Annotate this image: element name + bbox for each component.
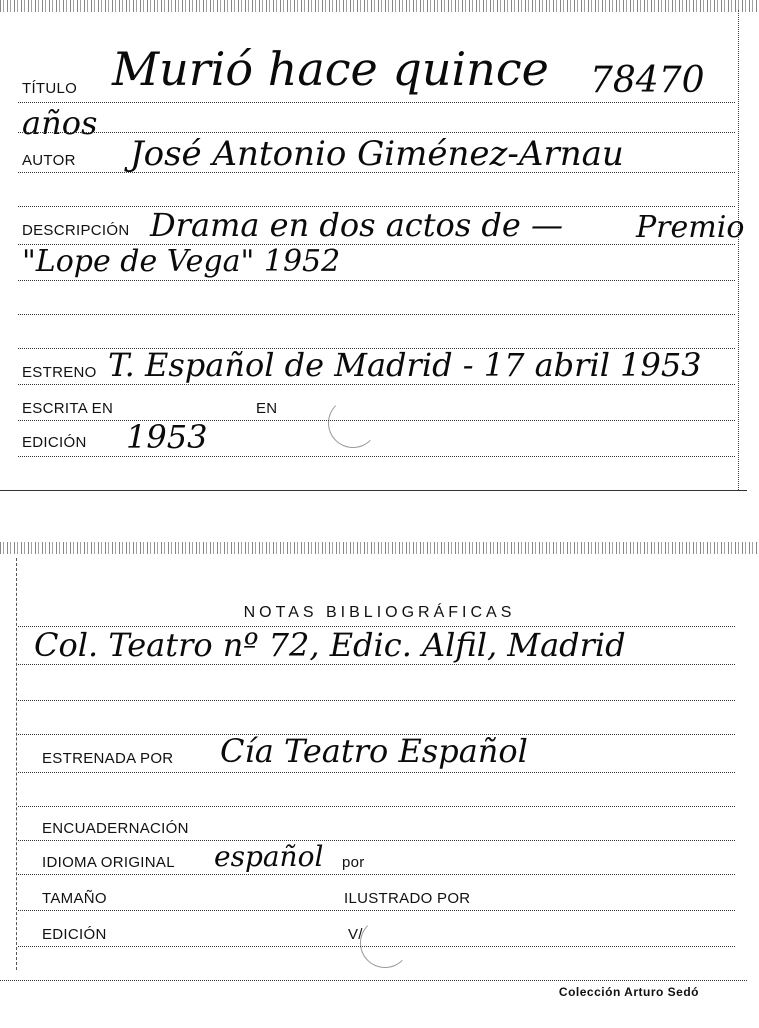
edicion-label: EDICIÓN [42, 926, 107, 943]
rule [18, 806, 735, 807]
rule [18, 946, 735, 947]
rule [18, 280, 735, 281]
edicion-label: EDICIÓN [22, 434, 87, 451]
collection-credit: Colección Arturo Sedó [558, 985, 699, 999]
rule [18, 772, 735, 773]
card-top-edge [0, 542, 759, 554]
titulo-cont: años [22, 104, 98, 142]
ilustrado-label: ILUSTRADO POR [344, 890, 471, 907]
rule [18, 132, 735, 133]
ref-number: 78470 [590, 60, 705, 101]
catalog-card-back [0, 540, 759, 999]
descripcion-premio: Premio [636, 210, 745, 245]
notas-value: Col. Teatro nº 72, Edic. Alfil, Madrid [34, 626, 626, 664]
descripcion-cont: "Lope de Vega" 1952 [22, 244, 341, 279]
rule [18, 172, 735, 173]
estrenada-label: ESTRENADA POR [42, 750, 174, 767]
rule [18, 314, 735, 315]
idioma-value: español [214, 840, 324, 873]
rule [18, 102, 735, 103]
rule [18, 840, 735, 841]
notas-heading: NOTAS BIBLIOGRÁFICAS [243, 604, 516, 621]
punch-hole [328, 398, 378, 448]
tamano-label: TAMAÑO [42, 890, 107, 907]
descripcion-label: DESCRIPCIÓN [22, 222, 130, 239]
rule [18, 456, 735, 457]
descripcion-value: Drama en dos actos de — [150, 206, 563, 244]
idioma-label: IDIOMA ORIGINAL [42, 854, 175, 871]
encuadernacion-label: ENCUADERNACIÓN [42, 820, 189, 837]
autor-label: AUTOR [22, 152, 76, 169]
v-label: V/ [348, 926, 363, 943]
estreno-value: T. Español de Madrid - 17 abril 1953 [108, 346, 702, 384]
edicion-value: 1953 [126, 418, 208, 456]
rule [18, 910, 735, 911]
titulo-label: TÍTULO [22, 80, 78, 97]
autor-value: José Antonio Giménez-Arnau [130, 134, 624, 174]
rule [0, 490, 747, 491]
card-top-edge [0, 0, 759, 12]
por-label: por [342, 854, 365, 871]
titulo-value: Murió hace quince [112, 42, 549, 96]
punch-hole [360, 918, 410, 968]
rule [18, 700, 735, 701]
card-right-edge [738, 10, 739, 490]
rule [0, 980, 747, 981]
rule [18, 384, 735, 385]
en-label: EN [256, 400, 278, 417]
estreno-label: ESTRENO [22, 364, 97, 381]
rule [18, 664, 735, 665]
estrenada-value: Cía Teatro Español [220, 732, 528, 770]
escrita-label: ESCRITA EN [22, 400, 114, 417]
rule [18, 874, 735, 875]
catalog-card-front [0, 0, 759, 495]
